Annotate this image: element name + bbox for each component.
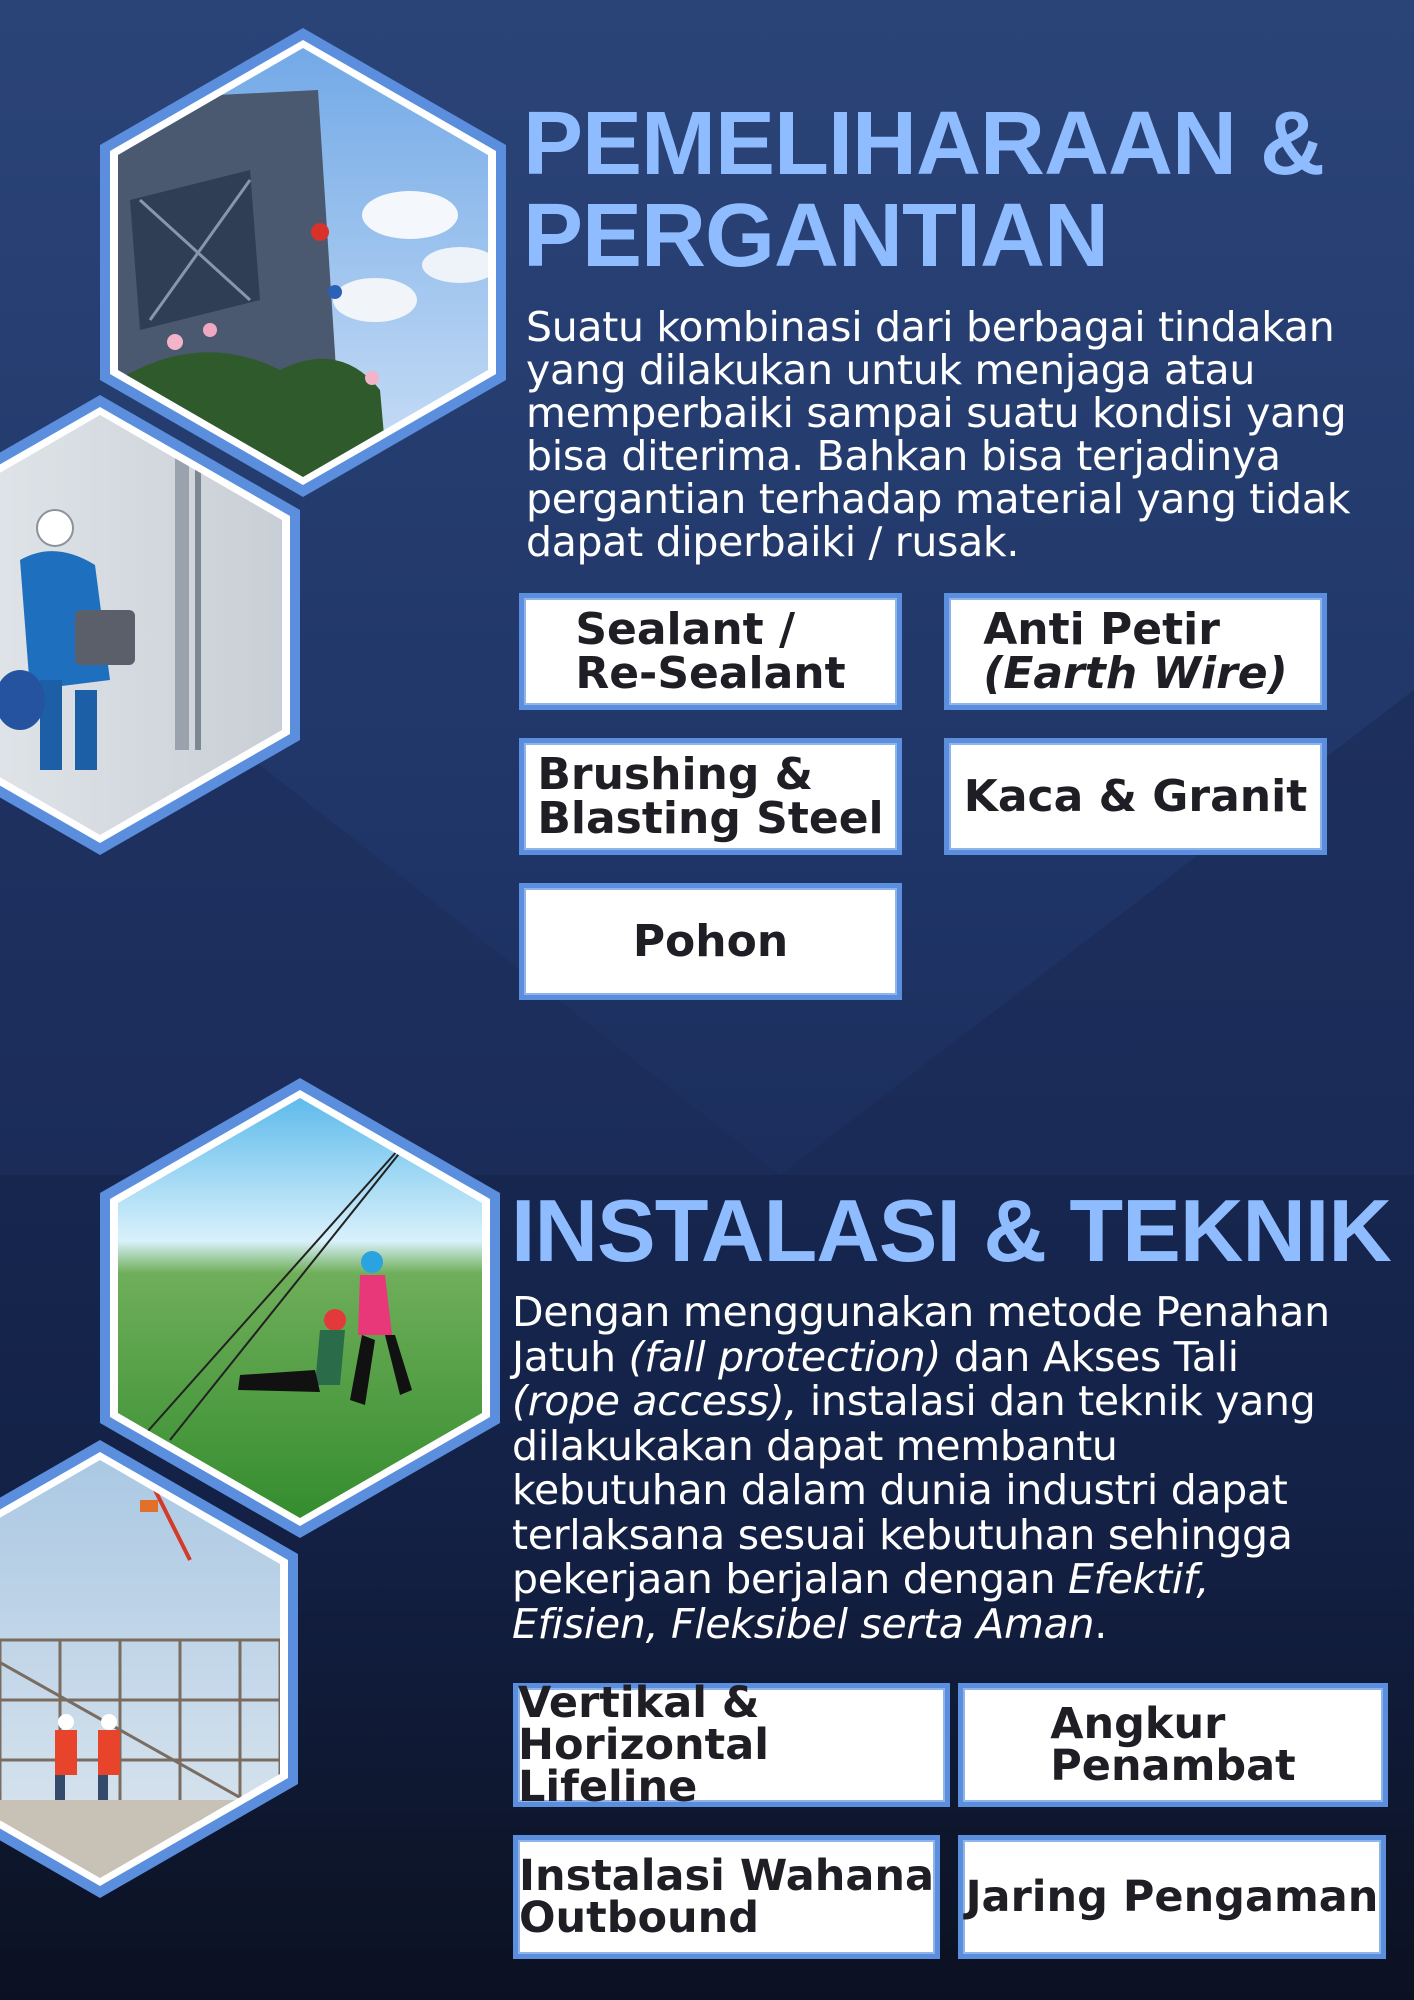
section1-desc-line: yang dilakukan untuk menjaga atau (526, 346, 1256, 394)
section2-desc-line (512, 1379, 1330, 1424)
tag-angkur (958, 1683, 1388, 1807)
tag-sealant-line2: Re-Sealant (575, 647, 846, 699)
desc-text: terlaksana sesuai kebutuhan sehingga (512, 1510, 1293, 1559)
tag-wahana-line1: Instalasi Wahana (518, 1850, 934, 1901)
desc-text: instalasi dan teknik yang (797, 1377, 1316, 1425)
tag-wahana (513, 1835, 940, 1959)
section2-desc-line (512, 1290, 1330, 1335)
section1-description (526, 303, 1351, 566)
tag-lifeline-line2: Horizontal Lifeline (518, 1719, 769, 1813)
section2-desc-line (512, 1557, 1330, 1602)
section2-description (512, 1290, 1330, 1646)
section2-title: INSTALASI & TEKNIK (511, 1181, 1391, 1280)
desc-italic-text: Efektif, (1068, 1555, 1210, 1603)
tag-anti-petir-line1: Anti Petir (983, 604, 1220, 656)
tag-lifeline (513, 1677, 950, 1813)
section2-desc-line (512, 1510, 1330, 1559)
tag-sealant (519, 593, 902, 710)
section2-desc-line (512, 1468, 1330, 1513)
section1-desc-line: dapat diperbaiki / rusak. (526, 518, 1020, 566)
desc-text: dan Akses Tali (941, 1332, 1239, 1381)
tag-wahana-line2: Outbound (518, 1893, 760, 1943)
section1-desc-line: memperbaiki sampai suatu kondisi yang (526, 389, 1347, 437)
desc-text: kebutuhan dalam dunia industri dapat (512, 1466, 1288, 1514)
tag-brushing (519, 738, 902, 855)
tag-lifeline-line1: Vertikal & (518, 1677, 760, 1728)
tag-brushing-line1: Brushing & (537, 749, 814, 801)
section2-desc-line (512, 1421, 1330, 1470)
desc-italic-text: Efisien, Fleksibel serta Aman (512, 1599, 1095, 1648)
section1-title-line2: PERGANTIAN (523, 186, 1109, 286)
tag-anti-petir-line2: (Earth Wire) (983, 647, 1288, 699)
tag-jaring (958, 1835, 1386, 1959)
desc-italic-text: (rope access), (512, 1377, 798, 1425)
desc-text: dilakukakan dapat membantu (512, 1421, 1118, 1470)
tag-kaca-granit (944, 738, 1327, 855)
section1-title (523, 94, 1325, 286)
desc-text: pekerjaan berjalan dengan (512, 1555, 1069, 1603)
section1-desc-line: bisa diterima. Bahkan bisa terjadinya (526, 432, 1281, 480)
tag-pohon (519, 883, 902, 1000)
section1-desc-line: Suatu kombinasi dari berbagai tindakan (526, 303, 1335, 351)
section1-desc-line: pergantian terhadap material yang tidak (526, 475, 1351, 523)
desc-text: Dengan menggunakan metode Penahan (512, 1288, 1330, 1336)
section2-desc-line (512, 1332, 1330, 1381)
desc-text: . (1094, 1599, 1107, 1648)
tag-angkur-line2: Penambat (1050, 1741, 1296, 1791)
desc-text: Jatuh (512, 1332, 629, 1381)
desc-italic-text: (fall protection) (628, 1332, 942, 1381)
tag-anti-petir (944, 593, 1327, 710)
tag-kaca-granit-label: Kaca & Granit (963, 770, 1308, 822)
tag-angkur-line1: Angkur (1050, 1698, 1226, 1749)
section2-desc-line (512, 1599, 1330, 1648)
tag-jaring-label: Jaring Pengaman (965, 1871, 1379, 1922)
tag-sealant-line1: Sealant / (575, 604, 796, 656)
tag-pohon-label: Pohon (632, 915, 789, 967)
section1-title-line1: PEMELIHARAAN & (523, 94, 1325, 194)
tag-brushing-line2: Blasting Steel (537, 792, 884, 844)
